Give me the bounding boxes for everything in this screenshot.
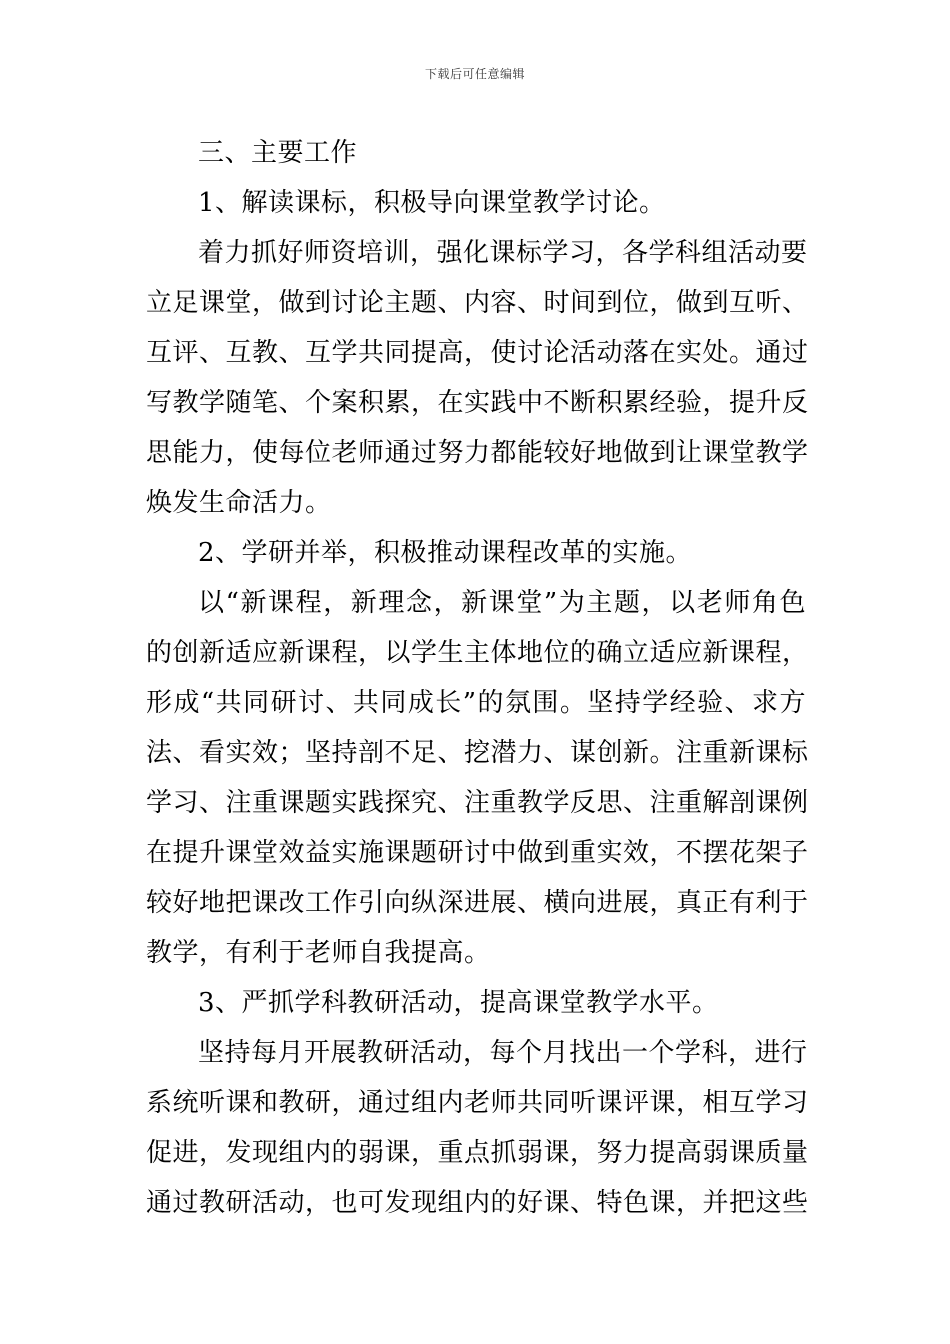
paragraph-first-line: 以“新课程，新理念，新课堂”为主题，以老师角色 (198, 588, 806, 618)
paragraph-line: 形成“共同研讨、共同成长”的氛围。坚持学经验、求方 (146, 688, 806, 718)
paragraph-first-line: 2、学研并举，积极推动课程改革的实施。 (198, 538, 693, 568)
paragraph-line: 通过教研活动，也可发现组内的好课、特色课，并把这些 (146, 1188, 809, 1218)
paragraph-line: 写教学随笔、个案积累，在实践中不断积累经验，提升反 (146, 388, 809, 418)
paragraph-first-line: 3、严抓学科教研活动，提高课堂教学水平。 (198, 988, 719, 1018)
paragraph-line: 思能力，使每位老师通过努力都能较好地做到让课堂教学 (146, 438, 809, 468)
paragraph-first-line: 三、主要工作 (198, 138, 358, 168)
paragraph-line: 互评、互教、互学共同提高，使讨论活动落在实处。通过 (146, 338, 809, 368)
paragraph-line: 立足课堂，做到讨论主题、内容、时间到位，做到互听、 (146, 288, 809, 318)
paragraph-line: 在提升课堂效益实施课题研讨中做到重实效，不摆花架子 (146, 838, 809, 868)
paragraph-line: 焕发生命活力。 (146, 488, 332, 518)
paragraph-first-line: 1、解读课标，积极导向课堂教学讨论。 (198, 188, 666, 218)
document-body (146, 128, 809, 1228)
paragraph-line: 促进，发现组内的弱课，重点抓弱课，努力提高弱课质量 (146, 1138, 809, 1168)
paragraph-line: 学习、注重课题实践探究、注重教学反思、注重解剖课例 (146, 788, 809, 818)
paragraph-line: 系统听课和教研，通过组内老师共同听课评课，相互学习 (146, 1088, 809, 1118)
paragraph-first-line: 坚持每月开展教研活动，每个月找出一个学科，进行 (198, 1038, 808, 1068)
page-header: 下载后可任意编辑 (424, 67, 525, 81)
paragraph-first-line: 着力抓好师资培训，强化课标学习，各学科组活动要 (198, 238, 808, 268)
paragraph-line: 法、看实效；坚持剖不足、挖潜力、谋创新。注重新课标 (146, 738, 809, 768)
paragraph-line: 较好地把课改工作引向纵深进展、横向进展，真正有利于 (146, 888, 809, 918)
paragraph-line: 教学，有利于老师自我提高。 (146, 938, 491, 968)
paragraph-line: 的创新适应新课程，以学生主体地位的确立适应新课程， (146, 638, 809, 668)
